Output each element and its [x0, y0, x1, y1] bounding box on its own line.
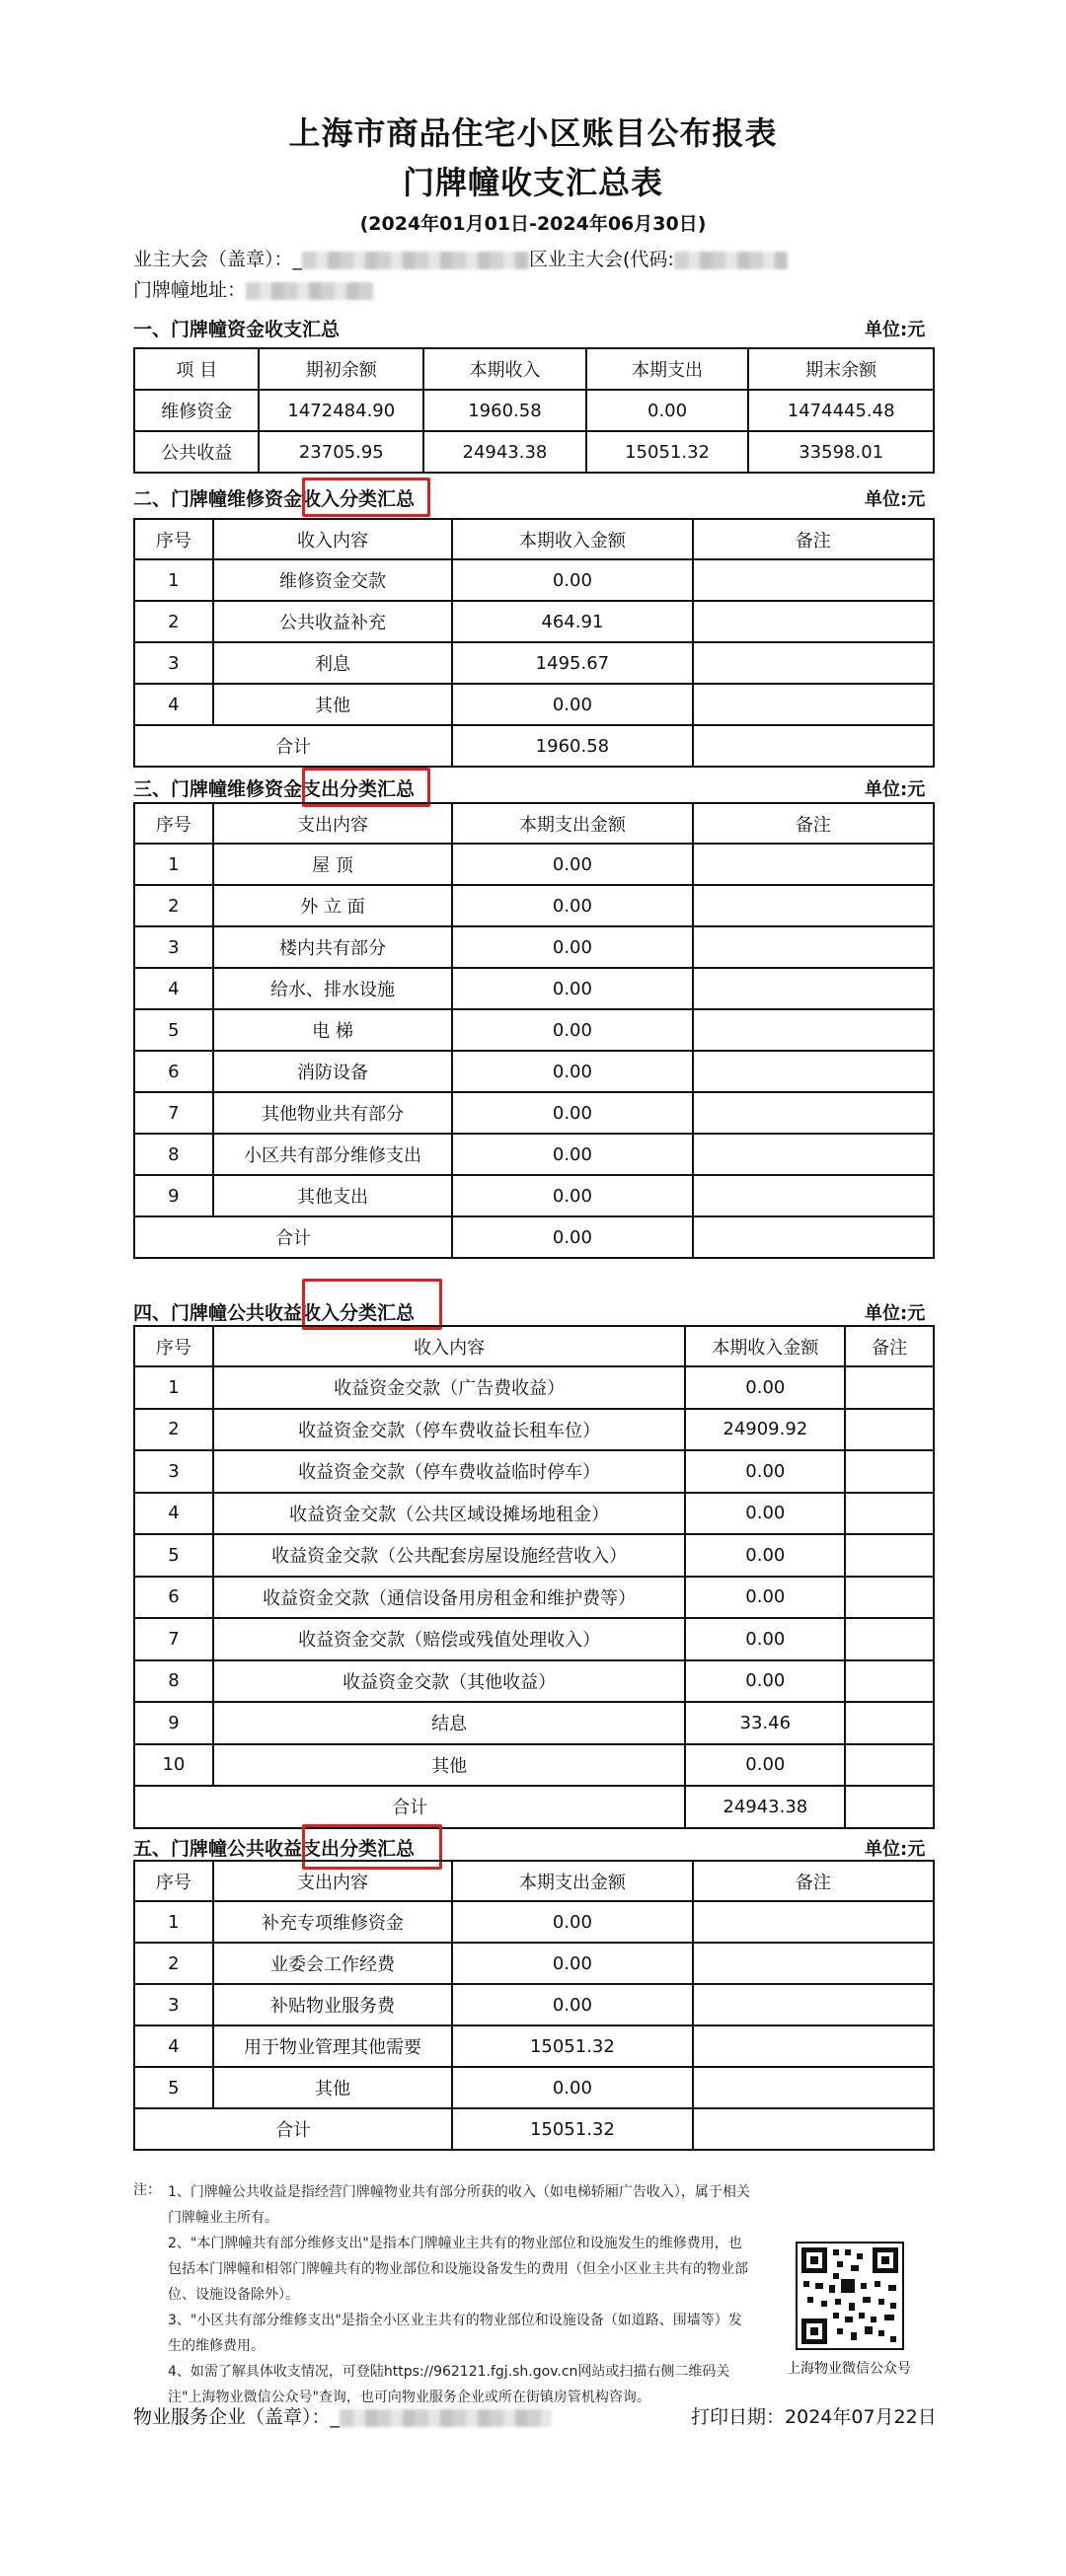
table-row: [134, 1092, 934, 1134]
section1-title: 一、门牌幢资金收支汇总: [133, 319, 341, 340]
s4-cell: 0.00: [685, 1366, 845, 1409]
s3-cell: 电 梯: [213, 1009, 452, 1051]
s3-cell: 0.00: [452, 1009, 692, 1051]
note-item: 4、如需了解具体收支情况，可登陆https://962121.fgj.sh.gov.cn网站或扫描右侧二维码关注"上海物业微信公众号"查询，也可向物业服务企业或所在街镇房管机构咨询。: [168, 2364, 730, 2405]
s2-col-remark: 备注: [693, 519, 934, 559]
s4-cell: [845, 1702, 934, 1744]
s1-cell: 1474445.48: [748, 390, 934, 431]
s1-cell: 24943.38: [423, 431, 586, 473]
s5-cell: 补贴物业服务费: [213, 1984, 452, 2025]
table-row: [134, 1943, 934, 1984]
s3-cell: 6: [134, 1051, 213, 1092]
total-row: [134, 2108, 934, 2150]
s4-cell: 0.00: [685, 1493, 845, 1535]
s4-cell: [845, 1618, 934, 1660]
s4-total-label: 合计: [134, 1786, 685, 1828]
section5-title-b: 支出分类汇总: [302, 1838, 416, 1860]
section4-table: [133, 1325, 935, 1829]
s4-total-remark: [845, 1786, 934, 1828]
table-row: [134, 390, 934, 431]
s4-cell: [845, 1534, 934, 1577]
note-item: 1、门牌幢公共收益是指经营门牌幢物业共有部分所获的收入（如电梯轿厢广告收入），属于相关门牌幢业主所有。: [168, 2184, 750, 2226]
s1-col-item: 项 目: [134, 348, 259, 390]
s4-cell: 0.00: [685, 1577, 845, 1619]
s4-cell: 收益资金交款（公共区域设摊场地租金）: [213, 1493, 686, 1535]
section2-table: [133, 518, 935, 768]
s2-total-value: 1960.58: [452, 725, 693, 767]
s5-cell: 用于物业管理其他需要: [213, 2025, 452, 2067]
s4-cell: [845, 1744, 934, 1787]
s2-col-no: 序号: [134, 519, 213, 559]
s3-cell: 3: [134, 926, 213, 968]
s5-cell: 0.00: [452, 1984, 693, 2025]
s2-cell: 1: [134, 559, 213, 601]
s4-cell: 0.00: [685, 1534, 845, 1577]
table-row: [134, 1984, 934, 2025]
s3-cell: 0.00: [452, 1134, 692, 1175]
s5-col-amount: 本期支出金额: [452, 1861, 693, 1901]
s5-cell: [693, 1943, 934, 1984]
s3-cell: [693, 1009, 934, 1051]
s5-cell: [693, 1984, 934, 2025]
highlight-box: [302, 478, 430, 517]
footer-company: [133, 2402, 552, 2429]
s4-cell: 3: [134, 1450, 213, 1493]
footer-print-date: [691, 2402, 937, 2429]
s1-col-opening: 期初余额: [259, 348, 423, 390]
table-row: [134, 684, 934, 725]
table-row: [134, 1134, 934, 1175]
s2-cell: 其他: [213, 684, 452, 725]
s1-col-income: 本期收入: [423, 348, 586, 390]
s5-cell: [693, 2025, 934, 2067]
table-row: [134, 1660, 934, 1703]
notes-label: 注：: [133, 2182, 161, 2198]
company-mid: _: [330, 2406, 341, 2428]
section2-unit: 单位:元: [865, 489, 926, 510]
s3-cell: [693, 1051, 934, 1092]
s5-total-value: 15051.32: [452, 2108, 693, 2150]
report-title: 上海市商品住宅小区账目公布报表: [288, 114, 778, 152]
s3-cell: 外 立 面: [213, 885, 452, 926]
s4-col-content: 收入内容: [213, 1326, 686, 1366]
s5-cell: 5: [134, 2067, 213, 2108]
s5-total-label: 合计: [134, 2108, 452, 2150]
table-row: [134, 1577, 934, 1619]
redacted-owners-name: [302, 252, 529, 269]
s3-cell: 0.00: [452, 844, 692, 885]
s3-total-remark: [693, 1216, 934, 1258]
section3-table: [133, 802, 935, 1259]
s3-cell: 0.00: [452, 968, 692, 1009]
s4-cell: 9: [134, 1702, 213, 1744]
print-date: 2024年07月22日: [785, 2406, 937, 2428]
table-row: [134, 1051, 934, 1092]
total-row: [134, 1216, 934, 1258]
s3-cell: 0.00: [452, 926, 692, 968]
s4-cell: 5: [134, 1534, 213, 1577]
note-item: 3、"小区共有部分维修支出"是指全小区业主共有的物业部位和设施设备（如道路、围墙等）发生的维修费用。: [168, 2313, 742, 2354]
s4-cell: 收益资金交款（停车费收益长租车位）: [213, 1409, 686, 1451]
s3-cell: 0.00: [452, 885, 692, 926]
s3-cell: 1: [134, 844, 213, 885]
s2-cell: [693, 559, 934, 601]
s4-cell: 10: [134, 1744, 213, 1787]
table-row: [134, 1175, 934, 1216]
s3-cell: [693, 968, 934, 1009]
s2-cell: [693, 642, 934, 684]
owners-line: [133, 245, 788, 271]
s1-col-closing: 期末余额: [748, 348, 934, 390]
s3-cell: 消防设备: [213, 1051, 452, 1092]
table-row: [134, 1450, 934, 1493]
table-row: [134, 601, 934, 642]
s4-cell: [845, 1450, 934, 1493]
s1-cell: 维修资金: [134, 390, 259, 431]
s4-total-value: 24943.38: [685, 1786, 845, 1828]
s5-cell: 2: [134, 1943, 213, 1984]
table-row: [134, 2025, 934, 2067]
section4-title-b: 收入分类汇总: [302, 1302, 416, 1324]
table-row: [134, 1009, 934, 1051]
s2-col-content: 收入内容: [213, 519, 452, 559]
s3-cell: [693, 1092, 934, 1134]
s4-cell: 其他: [213, 1744, 686, 1787]
table-row: [134, 431, 934, 473]
s4-cell: [845, 1366, 934, 1409]
s2-cell: 3: [134, 642, 213, 684]
table-row: [134, 1744, 934, 1787]
s4-cell: 0.00: [685, 1660, 845, 1703]
s4-col-amount: 本期收入金额: [685, 1326, 845, 1366]
table-row: [134, 642, 934, 684]
qr-code-icon[interactable]: [796, 2242, 904, 2350]
section5-table: [133, 1860, 935, 2151]
s4-cell: 8: [134, 1660, 213, 1703]
note-item: 2、"本门牌幢共有部分维修支出"是指本门牌幢业主共有的物业部位和设施发生的维修费用，也包括本门牌幢和相邻门牌幢共有的物业部位和设施设备发生的费用（但全小区业主共有的物业部位、设施设备除外）。: [168, 2236, 748, 2303]
s3-cell: [693, 885, 934, 926]
section4-title-a: 四、门牌幢公共收益: [133, 1302, 303, 1324]
s5-col-no: 序号: [134, 1861, 213, 1901]
s2-total-label: 合计: [134, 725, 452, 767]
s4-col-no: 序号: [134, 1326, 213, 1366]
s3-cell: 5: [134, 1009, 213, 1051]
s2-cell: 利息: [213, 642, 452, 684]
s2-total-remark: [693, 725, 934, 767]
s5-cell: 其他: [213, 2067, 452, 2108]
s4-cell: 收益资金交款（赔偿或残值处理收入）: [213, 1618, 686, 1660]
s3-col-remark: 备注: [693, 803, 934, 844]
s4-cell: 收益资金交款（公共配套房屋设施经营收入）: [213, 1534, 686, 1577]
s4-cell: 2: [134, 1409, 213, 1451]
s3-cell: 楼内共有部分: [213, 926, 452, 968]
s5-total-remark: [693, 2108, 934, 2150]
total-row: [134, 1786, 934, 1828]
s5-cell: 1: [134, 1901, 213, 1943]
qr-code-graphic: [798, 2244, 902, 2348]
s4-col-remark: 备注: [845, 1326, 934, 1366]
s2-cell: 公共收益补充: [213, 601, 452, 642]
s4-cell: 24909.92: [685, 1409, 845, 1451]
owners-label: 业主大会（盖章）：: [133, 249, 293, 270]
s2-cell: 4: [134, 684, 213, 725]
redacted-address: [246, 282, 374, 300]
s3-cell: 0.00: [452, 1175, 692, 1216]
s4-cell: 结息: [213, 1702, 686, 1744]
s1-cell: 15051.32: [586, 431, 749, 473]
s1-cell: 0.00: [586, 390, 749, 431]
s3-cell: 4: [134, 968, 213, 1009]
redacted-company: [340, 2409, 552, 2427]
s5-cell: 0.00: [452, 2067, 693, 2108]
table-row: [134, 968, 934, 1009]
s4-cell: [845, 1577, 934, 1619]
s3-cell: [693, 1134, 934, 1175]
notes-list: [168, 2179, 750, 2410]
s4-cell: [845, 1409, 934, 1451]
qr-caption: 上海物业微信公众号: [787, 2361, 911, 2377]
s2-cell: 0.00: [452, 684, 693, 725]
print-label: 打印日期：: [691, 2406, 786, 2428]
section5-unit: 单位:元: [865, 1839, 926, 1860]
table-row: [134, 1702, 934, 1744]
table-row: [134, 1534, 934, 1577]
highlight-box: [302, 768, 430, 807]
s2-col-amount: 本期收入金额: [452, 519, 693, 559]
table-row: [134, 926, 934, 968]
section1-unit: 单位:元: [865, 320, 926, 340]
s4-cell: 收益资金交款（广告费收益）: [213, 1366, 686, 1409]
section3-unit: 单位:元: [865, 779, 926, 800]
s3-cell: 8: [134, 1134, 213, 1175]
s5-cell: 15051.32: [452, 2025, 693, 2067]
table-row: [134, 1901, 934, 1943]
s5-col-content: 支出内容: [213, 1861, 452, 1901]
s4-cell: 7: [134, 1618, 213, 1660]
s5-col-remark: 备注: [693, 1861, 934, 1901]
table-row: [134, 2067, 934, 2108]
s3-col-content: 支出内容: [213, 803, 452, 844]
s2-cell: 维修资金交款: [213, 559, 452, 601]
address-label: 门牌幢地址：: [133, 279, 247, 301]
s4-cell: 收益资金交款（停车费收益临时停车）: [213, 1450, 686, 1493]
s3-cell: 0.00: [452, 1051, 692, 1092]
s3-cell: 0.00: [452, 1092, 692, 1134]
highlight-box: [302, 1279, 442, 1330]
s4-cell: 0.00: [685, 1744, 845, 1787]
owners-mid: _: [292, 249, 303, 270]
s3-cell: 给水、排水设施: [213, 968, 452, 1009]
section4-unit: 单位:元: [865, 1303, 926, 1324]
s4-cell: 6: [134, 1577, 213, 1619]
address-line: [133, 275, 374, 302]
s4-cell: 4: [134, 1493, 213, 1535]
table-row: [134, 1409, 934, 1451]
s1-cell: 23705.95: [259, 431, 423, 473]
section2-title-a: 二、门牌幢维修资金: [133, 488, 303, 510]
s2-cell: 2: [134, 601, 213, 642]
s3-col-no: 序号: [134, 803, 213, 844]
section3-title-b: 支出分类汇总: [302, 778, 416, 800]
s3-cell: 屋 顶: [213, 844, 452, 885]
s5-cell: 4: [134, 2025, 213, 2067]
report-period: (2024年01月01日-2024年06月30日): [359, 213, 707, 235]
s1-col-expense: 本期支出: [586, 348, 749, 390]
report-subtitle: 门牌幢收支汇总表: [402, 164, 663, 201]
s4-cell: 1: [134, 1366, 213, 1409]
s2-cell: 1495.67: [452, 642, 693, 684]
section2-title-b: 收入分类汇总: [302, 488, 416, 510]
s4-cell: [845, 1660, 934, 1703]
s5-cell: [693, 2067, 934, 2108]
s4-cell: 收益资金交款（其他收益）: [213, 1660, 686, 1703]
s3-cell: [693, 926, 934, 968]
s5-cell: 0.00: [452, 1901, 693, 1943]
s3-total-value: 0.00: [452, 1216, 692, 1258]
s3-cell: [693, 1175, 934, 1216]
table-row: [134, 559, 934, 601]
table-row: [134, 1366, 934, 1409]
s1-cell: 33598.01: [748, 431, 934, 473]
table-row: [134, 1618, 934, 1660]
s4-cell: 33.46: [685, 1702, 845, 1744]
s5-cell: 补充专项维修资金: [213, 1901, 452, 1943]
s1-cell: 公共收益: [134, 431, 259, 473]
section3-title-a: 三、门牌幢维修资金: [133, 778, 303, 800]
s5-cell: 0.00: [452, 1943, 693, 1984]
s5-cell: [693, 1901, 934, 1943]
s3-cell: 2: [134, 885, 213, 926]
s4-cell: [845, 1493, 934, 1535]
s3-cell: 9: [134, 1175, 213, 1216]
s1-cell: 1472484.90: [259, 390, 423, 431]
s2-cell: [693, 601, 934, 642]
owners-suffix: 区业主大会(代码:: [529, 249, 674, 270]
s2-cell: [693, 684, 934, 725]
s4-cell: 收益资金交款（通信设备用房租金和维护费等）: [213, 1577, 686, 1619]
s5-cell: 业委会工作经费: [213, 1943, 452, 1984]
s1-cell: 1960.58: [423, 390, 586, 431]
s2-cell: 464.91: [452, 601, 693, 642]
table-row: [134, 885, 934, 926]
s2-cell: 0.00: [452, 559, 693, 601]
company-label: 物业服务企业（盖章）：: [133, 2406, 331, 2428]
s3-cell: [693, 844, 934, 885]
s3-total-label: 合计: [134, 1216, 452, 1258]
redacted-owners-code: [674, 252, 788, 269]
s3-col-amount: 本期支出金额: [452, 803, 692, 844]
s3-cell: 其他支出: [213, 1175, 452, 1216]
s5-cell: 3: [134, 1984, 213, 2025]
s4-cell: 0.00: [685, 1618, 845, 1660]
s3-cell: 小区共有部分维修支出: [213, 1134, 452, 1175]
section5-title-a: 五、门牌幢公共收益: [133, 1838, 303, 1860]
s4-cell: 0.00: [685, 1450, 845, 1493]
section1-table: [133, 347, 935, 474]
s3-cell: 7: [134, 1092, 213, 1134]
table-row: [134, 1493, 934, 1535]
s3-cell: 其他物业共有部分: [213, 1092, 452, 1134]
total-row: [134, 725, 934, 767]
table-row: [134, 844, 934, 885]
